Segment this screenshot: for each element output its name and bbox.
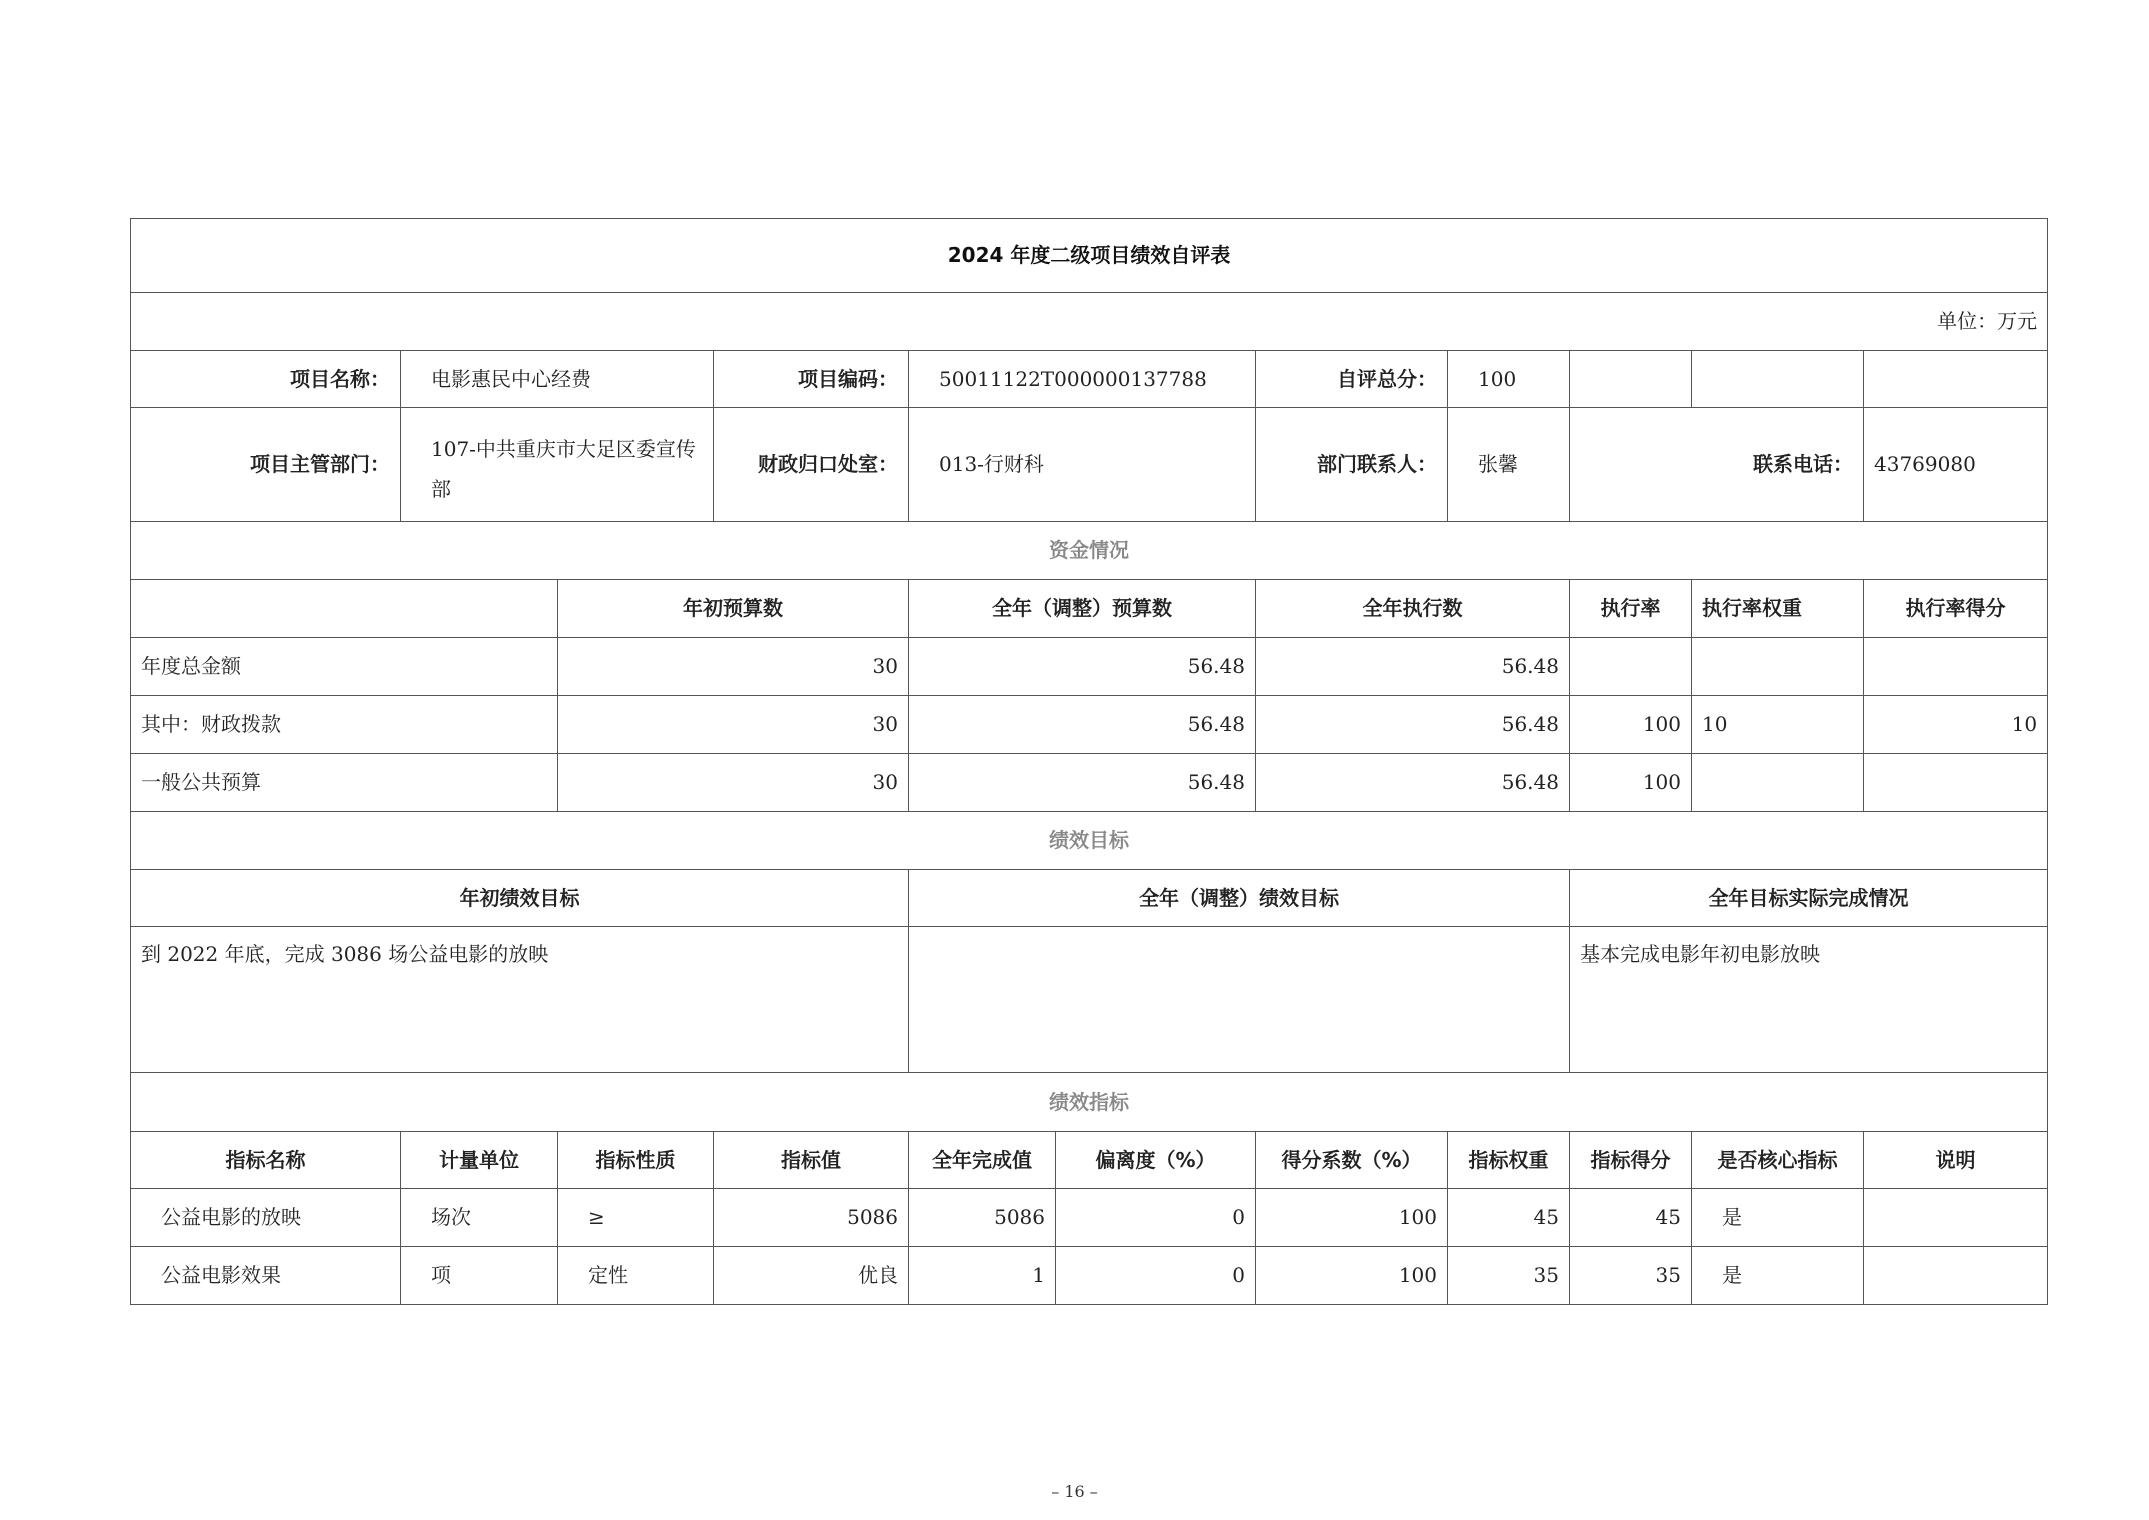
phone-value: 43769080 (1864, 408, 2048, 522)
finance-office-value: 013-行财科 (909, 408, 1256, 522)
indicator-row (131, 1247, 2048, 1305)
empty-cell (1864, 351, 2048, 408)
indicator-row (131, 1189, 2048, 1247)
funds-header-cell: 全年执行数 (1256, 580, 1570, 638)
goal-adjusted-text (909, 927, 1570, 1073)
form-title: 2024 年度二级项目绩效自评表 (131, 219, 2048, 293)
funds-section-title: 资金情况 (131, 522, 2048, 580)
indicator-cell: 35 (1570, 1247, 1692, 1305)
indicators-header-row (131, 1132, 2048, 1189)
funds-cell: 56.48 (1256, 638, 1570, 696)
funds-cell: 56.48 (1256, 754, 1570, 812)
funds-cell: 年度总金额 (131, 638, 558, 696)
goals-content-row (131, 927, 2048, 1073)
page-number: – 16 – (1051, 1482, 1098, 1501)
project-info-row-1 (131, 351, 2048, 408)
goals-header-actual: 全年目标实际完成情况 (1570, 870, 2048, 927)
indicator-cell: 是 (1692, 1189, 1864, 1247)
project-name-label: 项目名称： (131, 351, 401, 408)
indicator-cell: 35 (1448, 1247, 1570, 1305)
funds-cell (1692, 638, 1864, 696)
indicator-cell: 场次 (401, 1189, 558, 1247)
indicator-header-cell: 全年完成值 (909, 1132, 1056, 1189)
indicator-cell: ≥ (558, 1189, 714, 1247)
funds-row (131, 696, 2048, 754)
funds-cell: 30 (558, 638, 909, 696)
indicator-cell: 100 (1256, 1247, 1448, 1305)
funds-cell: 56.48 (1256, 696, 1570, 754)
funds-cell: 100 (1570, 696, 1692, 754)
indicator-header-cell: 计量单位 (401, 1132, 558, 1189)
goals-header-adjusted: 全年（调整）绩效目标 (909, 870, 1570, 927)
funds-cell: 10 (1692, 696, 1864, 754)
funds-header-cell: 执行率 (1570, 580, 1692, 638)
indicator-cell: 是 (1692, 1247, 1864, 1305)
indicator-header-cell: 偏离度（%） (1056, 1132, 1256, 1189)
indicator-cell: 0 (1056, 1247, 1256, 1305)
indicator-header-cell: 指标值 (714, 1132, 909, 1189)
funds-header-cell: 全年（调整）预算数 (909, 580, 1256, 638)
indicators-section-title: 绩效指标 (131, 1073, 2048, 1132)
finance-office-label: 财政归口处室： (714, 408, 909, 522)
funds-cell: 100 (1570, 754, 1692, 812)
indicator-cell: 公益电影效果 (131, 1247, 401, 1305)
indicator-cell: 0 (1056, 1189, 1256, 1247)
contact-label: 部门联系人： (1256, 408, 1448, 522)
empty-cell (1692, 351, 1864, 408)
indicator-header-cell: 指标名称 (131, 1132, 401, 1189)
unit-label: 单位：万元 (131, 293, 2048, 351)
funds-header-cell: 执行率权重 (1692, 580, 1864, 638)
goals-section-title: 绩效目标 (131, 812, 2048, 870)
funds-row (131, 638, 2048, 696)
funds-row (131, 754, 2048, 812)
funds-header-cell (131, 580, 558, 638)
funds-cell: 56.48 (909, 638, 1256, 696)
dept-value: 107-中共重庆市大足区委宣传部 (401, 408, 714, 522)
project-name-value: 电影惠民中心经费 (401, 351, 714, 408)
goals-header-initial: 年初绩效目标 (131, 870, 909, 927)
goals-header-row (131, 870, 2048, 927)
self-score-label: 自评总分： (1256, 351, 1448, 408)
project-code-value: 50011122T000000137788 (909, 351, 1256, 408)
indicator-cell: 项 (401, 1247, 558, 1305)
funds-cell: 一般公共预算 (131, 754, 558, 812)
contact-value: 张馨 (1448, 408, 1570, 522)
indicator-cell (1864, 1189, 2048, 1247)
indicator-cell: 优良 (714, 1247, 909, 1305)
funds-cell (1570, 638, 1692, 696)
indicator-header-cell: 指标权重 (1448, 1132, 1570, 1189)
project-code-label: 项目编码： (714, 351, 909, 408)
indicator-cell: 1 (909, 1247, 1056, 1305)
indicator-cell: 5086 (909, 1189, 1056, 1247)
evaluation-table (130, 218, 2048, 1305)
indicator-header-cell: 是否核心指标 (1692, 1132, 1864, 1189)
indicator-cell: 45 (1570, 1189, 1692, 1247)
self-score-value: 100 (1448, 351, 1570, 408)
indicator-cell: 5086 (714, 1189, 909, 1247)
indicator-cell: 45 (1448, 1189, 1570, 1247)
indicator-cell: 100 (1256, 1189, 1448, 1247)
indicator-header-cell: 得分系数（%） (1256, 1132, 1448, 1189)
indicator-header-cell: 指标得分 (1570, 1132, 1692, 1189)
funds-header-row (131, 580, 2048, 638)
phone-label: 联系电话： (1570, 408, 1864, 522)
funds-cell: 30 (558, 754, 909, 812)
indicator-cell: 定性 (558, 1247, 714, 1305)
funds-cell (1864, 754, 2048, 812)
funds-cell: 56.48 (909, 754, 1256, 812)
funds-cell: 56.48 (909, 696, 1256, 754)
funds-cell: 其中：财政拨款 (131, 696, 558, 754)
funds-cell: 30 (558, 696, 909, 754)
funds-cell: 10 (1864, 696, 2048, 754)
funds-header-cell: 执行率得分 (1864, 580, 2048, 638)
evaluation-form (130, 218, 2047, 1304)
project-info-row-2 (131, 408, 2048, 522)
indicator-cell (1864, 1247, 2048, 1305)
indicator-header-cell: 指标性质 (558, 1132, 714, 1189)
indicator-cell: 公益电影的放映 (131, 1189, 401, 1247)
goal-initial-text: 到 2022 年底，完成 3086 场公益电影的放映 (131, 927, 909, 1073)
funds-cell (1692, 754, 1864, 812)
indicator-header-cell: 说明 (1864, 1132, 2048, 1189)
goal-actual-text: 基本完成电影年初电影放映 (1570, 927, 2048, 1073)
dept-label: 项目主管部门： (131, 408, 401, 522)
funds-header-cell: 年初预算数 (558, 580, 909, 638)
empty-cell (1570, 351, 1692, 408)
funds-cell (1864, 638, 2048, 696)
